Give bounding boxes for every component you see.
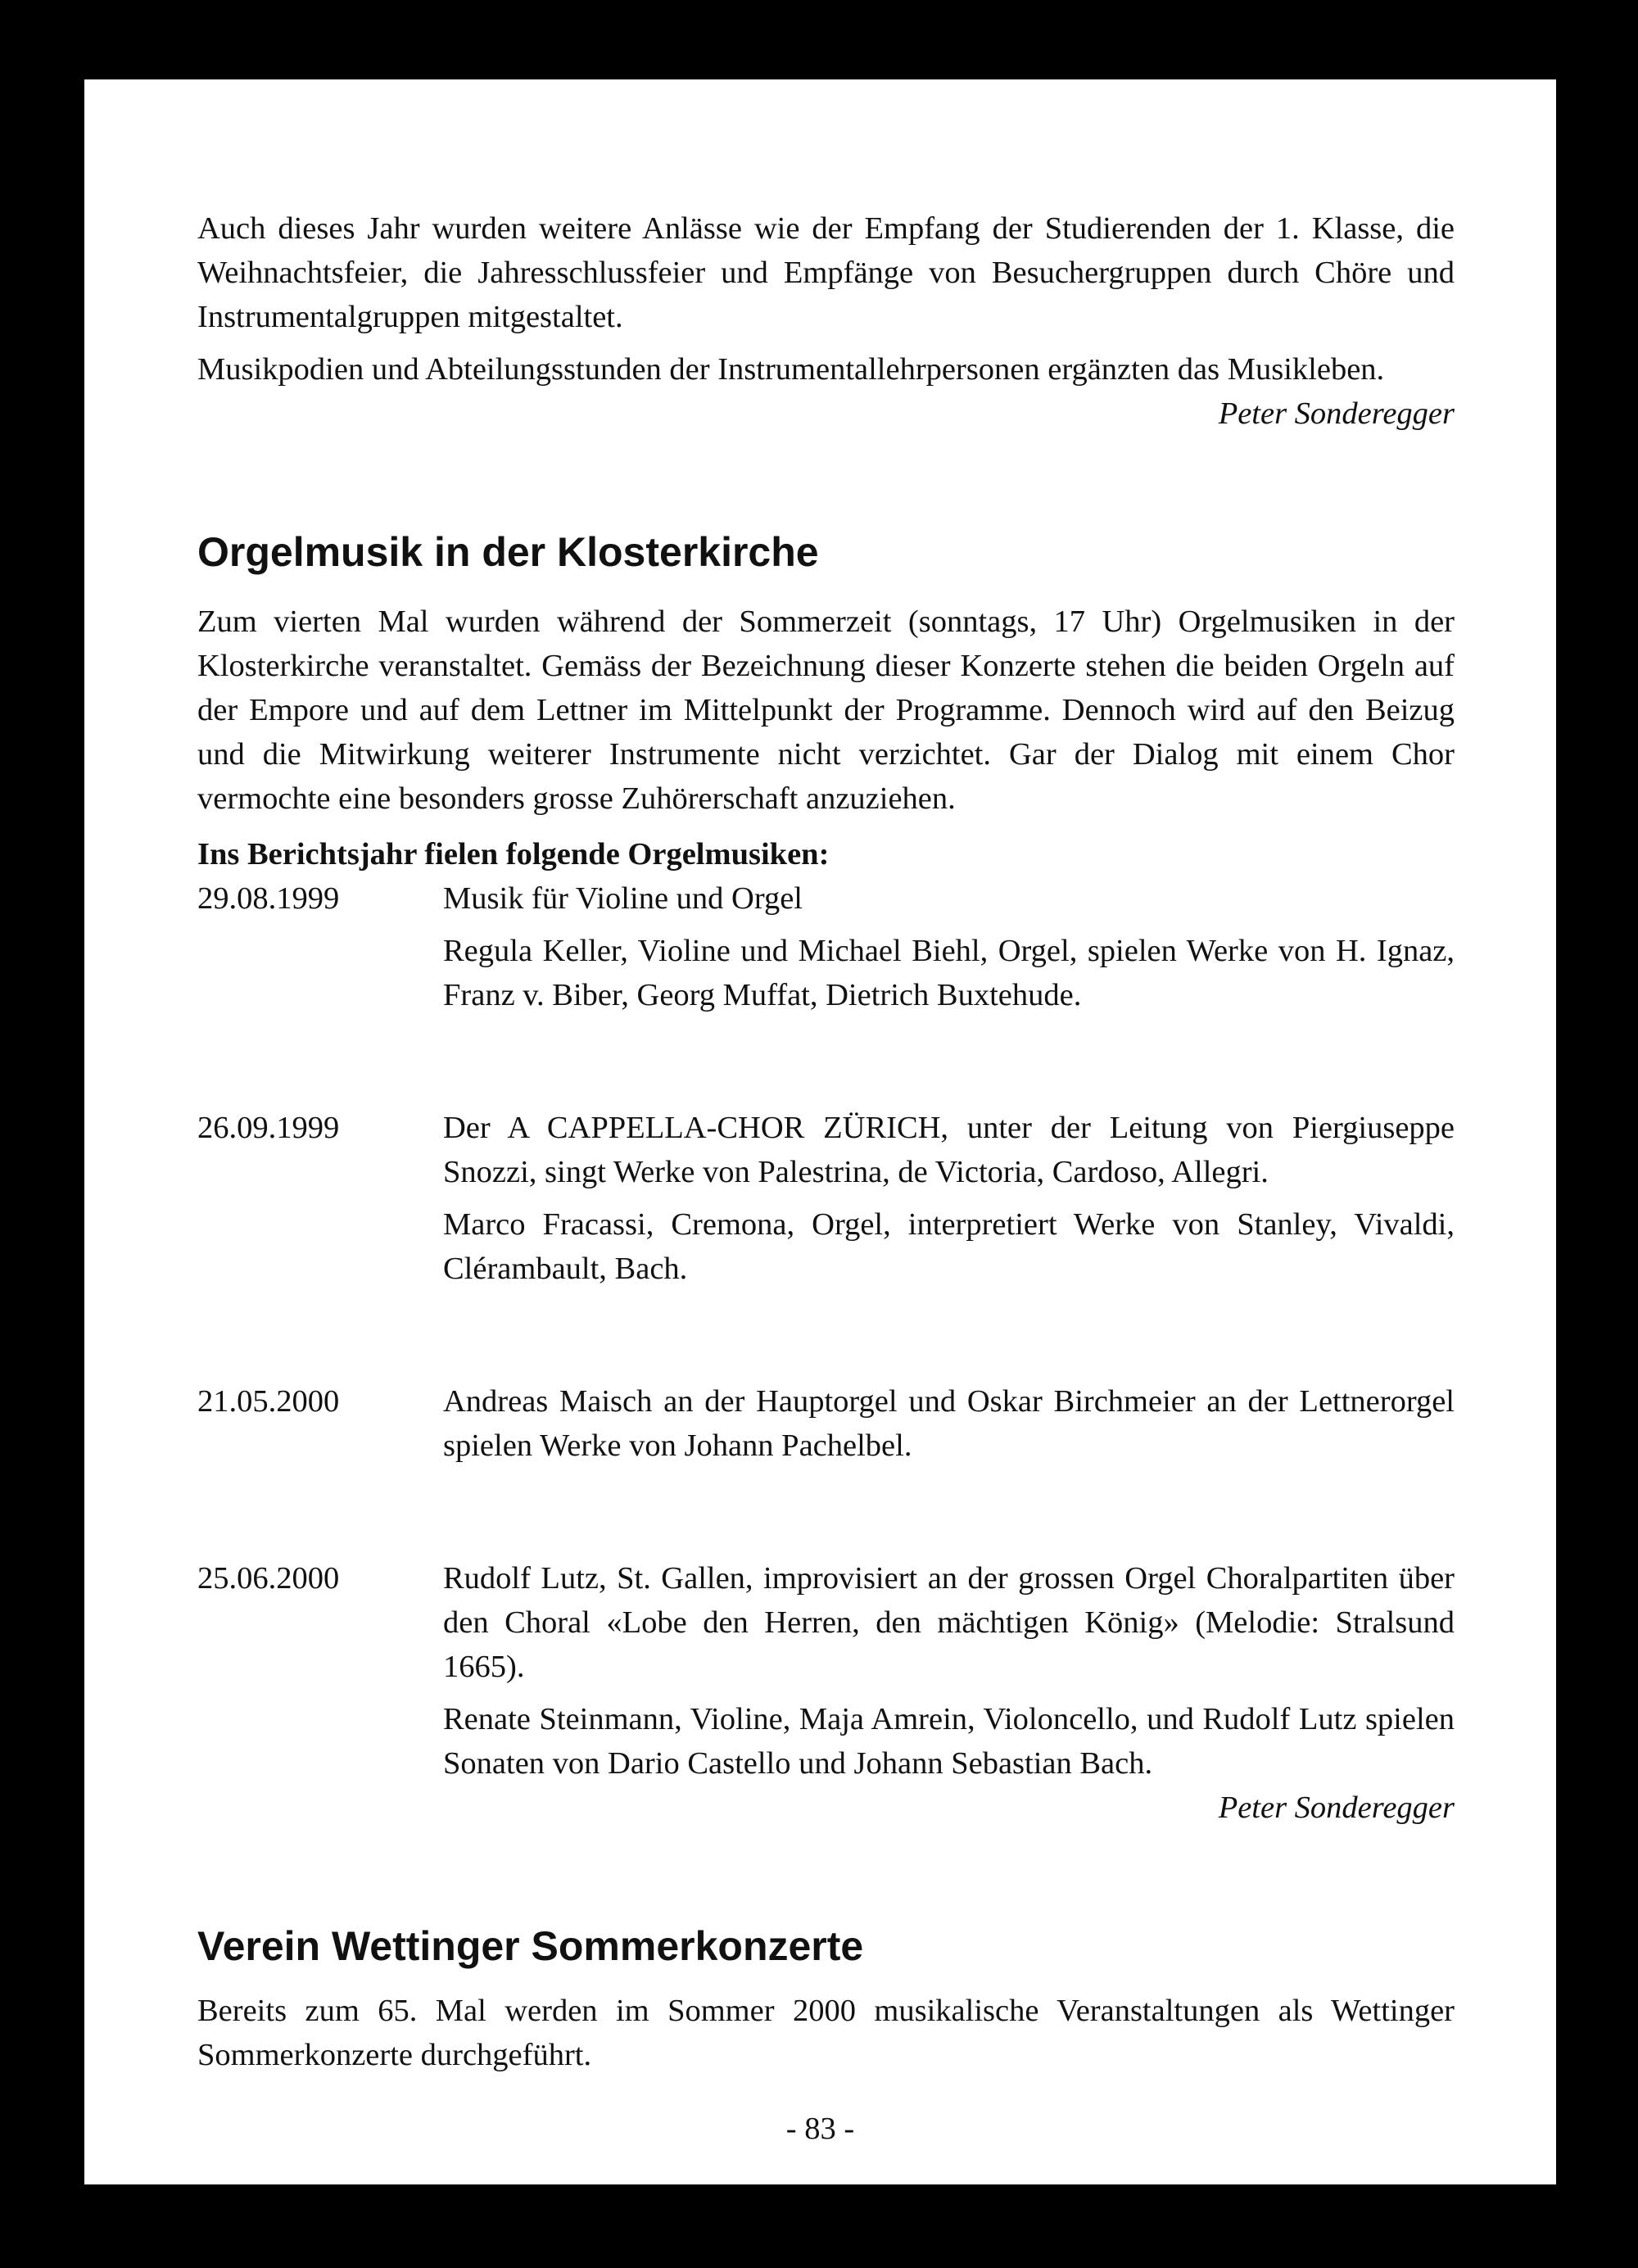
event-date: 25.06.2000 [197,1561,340,1596]
event-item [197,1379,1455,1468]
event-date: 26.09.1999 [197,1111,340,1145]
page-content [197,206,1455,2077]
event-text: Der A CAPPELLA-CHOR ZÜRICH, unter der Leitung von Piergiuseppe Snozzi, singt Werke von Palestrina, de Victoria, Cardoso, Allegri. [443,1111,1455,1189]
organ-heading: Orgelmusik in der Klosterkirche [197,529,819,575]
verein-paragraph: Bereits zum 65. Mal werden im Sommer 2000 musikalische Veranstaltungen als Wettinger Sommerkonzerte durchgeführt. [197,1994,1455,2072]
organ-paragraph: Zum vierten Mal wurden während der Sommerzeit (sonntags, 17 Uhr) Orgelmusiken in der Klosterkirche veranstaltet. Gemäss der Bezeichnung dieser Konzerte stehen die beiden Orgeln auf der Empore und auf dem Lettner im Mittelpunkt der Programme. Dennoch wird auf den Beizug und die Mitwirkung weiterer Instrumente nicht verzichtet. Gar der Dialog mit einem Chor vermochte eine besonders grosse Zuhörerschaft anzuziehen. [197,604,1455,816]
verein-heading: Verein Wettinger Sommerkonzerte [197,1923,864,1969]
event-text: Rudolf Lutz, St. Gallen, improvisiert an der grossen Orgel Choralpartiten über den Choral «Lobe den Herren, den mächtigen König» (Melodie: Stralsund 1665). [443,1561,1455,1684]
event-description [443,876,1455,1017]
event-date: 29.08.1999 [197,881,340,916]
event-description [443,1556,1455,1786]
event-text: Marco Fracassi, Cremona, Orgel, interpretiert Werke von Stanley, Vivaldi, Clérambault, Bach. [443,1207,1455,1286]
event-description [443,1379,1455,1468]
intro-paragraph-2: Musikpodien und Abteilungsstunden der Instrumentallehrpersonen ergänzten das Musikleben. [197,352,1385,387]
intro-section [197,206,1455,436]
page-number: - 83 - [785,2112,855,2146]
organ-section [197,527,1455,1830]
intro-signature: Peter Sonderegger [1218,396,1455,431]
event-description [443,1106,1455,1291]
event-item [197,1556,1455,1786]
intro-paragraph-1: Auch dieses Jahr wurden weitere Anlässe wie der Empfang der Studierenden der 1. Klasse, die Weihnachtsfeier, die Jahresschlussfeier und Empfänge von Besuchergruppen durch Chöre und Instrumentalgruppen mitgestaltet. [197,211,1455,334]
page [84,79,1556,2184]
event-text: Andreas Maisch an der Hauptorgel und Oskar Birchmeier an der Lettnerorgel spielen Werke von Johann Pachelbel. [443,1384,1455,1463]
organ-list-title: Ins Berichtsjahr fielen folgende Orgelmusiken: [197,837,830,871]
event-item [197,1106,1455,1291]
event-date: 21.05.2000 [197,1384,340,1419]
event-text: Musik für Violine und Orgel [443,881,803,916]
event-item [197,876,1455,1017]
event-list [197,876,1455,1786]
verein-section [197,1922,1455,2077]
event-text: Regula Keller, Violine und Michael Biehl, Orgel, spielen Werke von H. Ignaz, Franz v. Biber, Georg Muffat, Dietrich Buxtehude. [443,934,1455,1012]
event-text: Renate Steinmann, Violine, Maja Amrein, Violoncello, und Rudolf Lutz spielen Sonaten von Dario Castello und Johann Sebastian Bach. [443,1702,1455,1781]
organ-signature: Peter Sonderegger [1218,1790,1455,1825]
